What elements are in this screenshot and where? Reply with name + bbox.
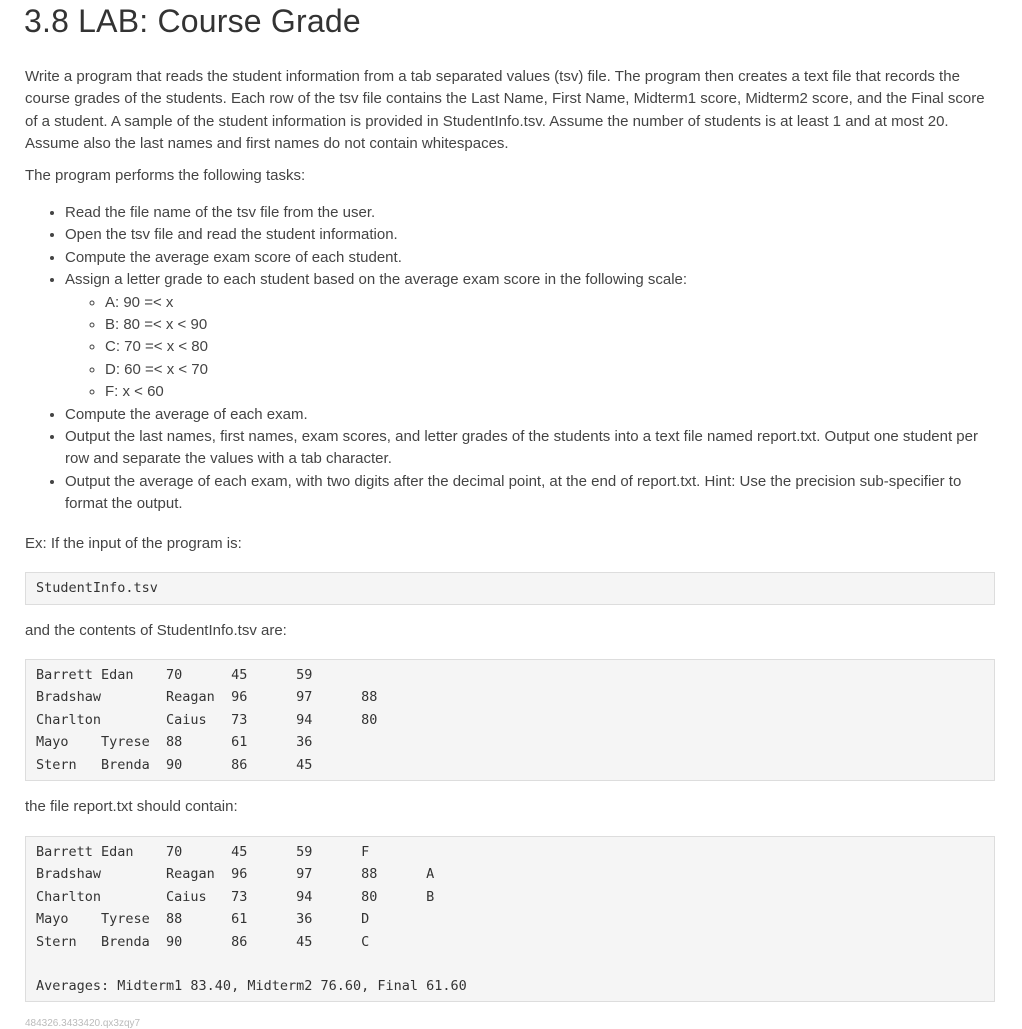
task-item: • Output the average of each exam, with two digits after the decimal point, at the end of report.txt. Hint: Use the precision sub-specifier to format the output. [65,471,995,516]
input-code-block [25,572,995,605]
code-line: Stern Brenda 90 86 45 C [36,933,370,950]
code-line: StudentInfo.tsv [36,580,158,596]
footer-id: 484326.3433420.qx3zqy7 [25,1018,141,1029]
task-item-text: Assign a letter grade to each student based on the average exam score in the following scale: [65,271,688,289]
task-item-grade-scale [65,269,995,403]
tsv-code-block [25,659,995,781]
grade-scale-list [65,292,995,404]
tasks-label: The program performs the following tasks: [25,167,306,184]
task-item: • Compute the average of each exam. [65,404,995,426]
averages-line: Averages: Midterm1 83.40, Midterm2 76.60, Final 61.60 [36,978,467,995]
grade-scale-item: ◦ D: 60 =< x < 70 [105,359,995,381]
code-line: Mayo Tyrese 88 61 36 D [36,911,370,928]
code-line: Barrett Edan 70 45 59 F [36,844,370,860]
task-list [25,202,995,516]
grade-scale-item: ◦ B: 80 =< x < 90 [105,314,995,336]
task-item: • Read the file name of the tsv file from the user. [65,202,995,224]
code-line: Barrett Edan 70 45 59 [36,667,313,683]
page-title: 3.8 LAB: Course Grade [24,3,361,39]
grade-scale-item: ◦ A: 90 =< x [105,292,995,314]
grade-scale-item: ◦ C: 70 =< x < 80 [105,336,995,358]
report-label: the file report.txt should contain: [25,798,238,815]
code-line: Mayo Tyrese 88 61 36 [36,734,313,751]
task-item: • Output the last names, first names, exam scores, and letter grades of the students into a text file named report.txt. Output one student per row and separate the values with a tab character. [65,426,995,471]
code-line: Charlton Caius 73 94 80 B [36,888,435,905]
contents-label: and the contents of StudentInfo.tsv are: [25,622,287,639]
task-item: • Open the tsv file and read the student information. [65,224,995,246]
code-line: Stern Brenda 90 86 45 [36,756,313,773]
intro-paragraph: Write a program that reads the student information from a tab separated values (tsv) file. The program then creates a text file that records the course grades of the students. Each row of the tsv file contains the Last Name, First Name, Midterm1 score, Midterm2 score, and the Final score of a student. A sample of the student information is provided in StudentInfo.tsv. Assume the number of students is at least 1 and at most 20. Assume also the last names and first names do not contain whitespaces. [25,68,985,153]
code-line: Bradshaw Reagan 96 97 88 A [36,866,435,883]
report-code-block [25,836,995,1002]
grade-scale-item: ◦ F: x < 60 [105,381,995,403]
code-line: Charlton Caius 73 94 80 [36,711,378,728]
task-item: • Compute the average exam score of each student. [65,247,995,269]
example-label: Ex: If the input of the program is: [25,535,242,552]
code-line: Bradshaw Reagan 96 97 88 [36,689,378,706]
